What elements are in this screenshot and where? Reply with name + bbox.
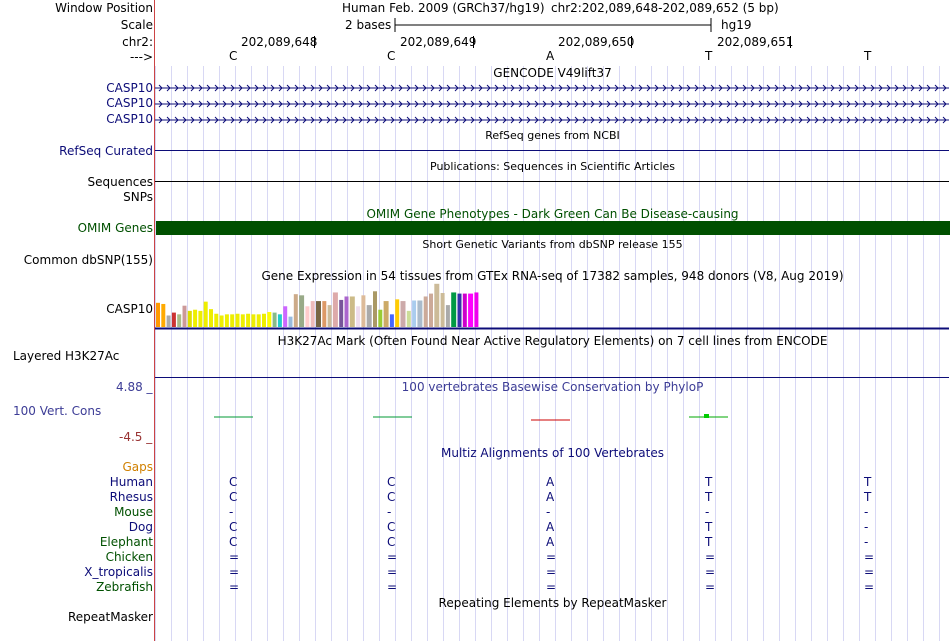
gtex-bar <box>278 314 282 327</box>
gtex-bar <box>395 299 399 327</box>
gtex-bar <box>230 314 234 327</box>
gtex-bar <box>161 304 165 327</box>
multiz-species-label[interactable]: Zebrafish <box>96 580 153 594</box>
omim-track-label[interactable]: OMIM Genes <box>77 221 153 235</box>
multiz-base: C <box>229 490 238 504</box>
multiz-species-label[interactable]: Rhesus <box>109 490 153 504</box>
refseq-track-title[interactable]: RefSeq genes from NCBI <box>485 129 620 142</box>
multiz-base: C <box>229 535 238 549</box>
gtex-bar <box>156 303 160 327</box>
multiz-species-label[interactable]: Mouse <box>114 505 153 519</box>
gtex-track-label[interactable]: CASP10 <box>106 302 153 316</box>
multiz-base: T <box>705 535 713 549</box>
scale-label: Scale <box>120 18 153 32</box>
gencode-item-label[interactable]: CASP10 <box>106 96 153 110</box>
gtex-bar <box>333 292 338 327</box>
base-letter: C <box>387 49 396 63</box>
gtex-bar <box>322 301 326 327</box>
gtex-bar <box>289 317 293 327</box>
gtex-bar <box>305 306 309 327</box>
h3k27ac-track-label[interactable]: Layered H3K27Ac <box>13 349 120 363</box>
position-readout[interactable]: chr2:202,089,648-202,089,652 (5 bp) <box>551 1 779 15</box>
gtex-bar <box>183 306 187 327</box>
gencode-track-title[interactable]: GENCODE V49lift37 <box>493 66 612 80</box>
multiz-base: T <box>864 475 872 489</box>
ruler-tick-label: 202,089,649 <box>400 35 477 49</box>
multiz-base: - <box>387 505 392 519</box>
gtex-bar <box>316 301 321 327</box>
multiz-base: C <box>229 520 238 534</box>
gtex-bar <box>407 311 411 327</box>
gtex-bar <box>361 295 365 327</box>
multiz-base: = <box>864 565 875 579</box>
strand-arrows <box>159 117 946 123</box>
gtex-bar <box>193 310 197 327</box>
multiz-base: - <box>864 505 869 519</box>
multiz-base: = <box>705 565 716 579</box>
multiz-base: = <box>546 550 557 564</box>
multiz-base: C <box>387 490 396 504</box>
gtex-bar <box>257 314 261 327</box>
repeatmasker-track-label[interactable]: RepeatMasker <box>67 610 153 624</box>
multiz-base: = <box>705 580 716 594</box>
gtex-bar <box>283 306 287 327</box>
gtex-bar <box>225 314 229 327</box>
multiz-base: = <box>546 580 557 594</box>
dbsnp-track-title[interactable]: Short Genetic Variants from dbSNP release 155 <box>422 238 683 251</box>
gtex-bar <box>424 296 428 327</box>
pubs-track-title[interactable]: Publications: Sequences in Scientific Articles <box>430 160 675 173</box>
refseq-track-label[interactable]: RefSeq Curated <box>59 144 153 158</box>
multiz-base: C <box>387 475 396 489</box>
gtex-bar <box>220 315 224 327</box>
omim-bar <box>156 221 950 235</box>
multiz-base: = <box>864 550 875 564</box>
pubs-track-label[interactable]: Sequences <box>87 175 153 189</box>
gtex-bar <box>311 301 315 327</box>
multiz-base: A <box>546 475 555 489</box>
multiz-base: T <box>864 490 872 504</box>
multiz-base: = <box>387 580 398 594</box>
gtex-bar <box>299 295 304 327</box>
multiz-base: = <box>229 565 240 579</box>
gtex-bar <box>378 310 382 327</box>
omim-track-title[interactable]: OMIM Gene Phenotypes - Dark Green Can Be Disease-causing <box>366 207 739 221</box>
cons-track-title[interactable]: 100 vertebrates Basewise Conservation by PhyloP <box>401 380 704 394</box>
gtex-bar <box>356 306 360 327</box>
gtex-bar <box>209 309 213 327</box>
gtex-bar <box>236 314 240 327</box>
multiz-base: T <box>705 490 713 504</box>
multiz-base: - <box>546 505 551 519</box>
multiz-base: = <box>546 565 557 579</box>
gtex-bar <box>412 301 416 327</box>
strand-arrows <box>159 101 946 107</box>
base-letter: T <box>705 49 713 63</box>
multiz-base: - <box>864 520 869 534</box>
repeatmasker-track-title[interactable]: Repeating Elements by RepeatMasker <box>438 596 667 610</box>
cons-min-label: -4.5 _ <box>119 430 153 444</box>
gtex-bar <box>267 312 271 327</box>
assembly-title: Human Feb. 2009 (GRCh37/hg19) <box>342 1 545 15</box>
dbsnp-track-label[interactable]: Common dbSNP(155) <box>23 253 153 267</box>
gtex-bar <box>384 301 389 327</box>
ruler-tick-label: 202,089,650 <box>558 35 635 49</box>
gtex-bar <box>367 305 372 327</box>
gtex-bar <box>401 301 406 327</box>
gtex-bar <box>241 314 245 327</box>
gtex-bar <box>198 311 202 327</box>
gtex-track-title[interactable]: Gene Expression in 54 tissues from GTEx RNA-seq of 17382 samples, 948 donors (V8, Aug 2019) <box>261 269 844 283</box>
gtex-bar <box>251 314 255 327</box>
scale-assembly: hg19 <box>721 18 752 32</box>
multiz-species-label[interactable]: X_tropicalis <box>84 565 153 579</box>
multiz-base: = <box>705 550 716 564</box>
gtex-bar <box>328 305 332 327</box>
gtex-bar <box>458 294 462 327</box>
gtex-bar <box>429 294 433 327</box>
window-position-label: Window Position <box>55 1 153 15</box>
gtex-bar <box>204 302 208 327</box>
gtex-bar <box>474 292 478 327</box>
multiz-base: - <box>229 505 234 519</box>
gtex-bar <box>188 311 192 327</box>
gtex-bar <box>434 284 439 327</box>
multiz-base: = <box>229 550 240 564</box>
multiz-base: A <box>546 535 555 549</box>
gtex-bar <box>214 314 218 327</box>
gtex-bar <box>294 294 298 327</box>
multiz-base: C <box>387 535 396 549</box>
gtex-bar <box>167 315 171 327</box>
multiz-base: C <box>229 475 238 489</box>
multiz-base: = <box>387 565 398 579</box>
gencode-item-label[interactable]: CASP10 <box>106 112 153 126</box>
cons-max-label: 4.88 _ <box>116 380 153 394</box>
multiz-base: T <box>705 520 713 534</box>
gtex-bar <box>273 313 277 327</box>
gencode-item-label[interactable]: CASP10 <box>106 81 153 95</box>
strand-arrows <box>159 85 946 91</box>
ruler-tick-label: 202,089,648 <box>241 35 318 49</box>
cons-peak <box>704 414 709 418</box>
multiz-base: A <box>546 490 555 504</box>
snps-track-label[interactable]: SNPs <box>123 190 153 204</box>
chrom-label: chr2: <box>122 35 153 49</box>
gtex-bar <box>441 293 445 327</box>
h3k27ac-track-title[interactable]: H3K27Ac Mark (Often Found Near Active Regulatory Elements) on 7 cell lines from ENCODE <box>277 334 828 348</box>
multiz-base: - <box>705 505 710 519</box>
multiz-species-label[interactable]: Gaps <box>122 460 153 474</box>
gtex-bar <box>417 301 422 327</box>
cons-track-label[interactable]: 100 Vert. Cons <box>13 404 102 418</box>
gtex-bar <box>446 305 450 327</box>
multiz-base: C <box>387 520 396 534</box>
multiz-base: = <box>387 550 398 564</box>
multiz-base: - <box>864 535 869 549</box>
multiz-base: A <box>546 520 555 534</box>
gtex-bar <box>390 314 394 327</box>
gtex-bar <box>262 314 266 327</box>
gtex-bar <box>339 300 343 327</box>
base-letter: T <box>864 49 872 63</box>
gtex-bar <box>246 314 250 327</box>
gtex-bar <box>451 292 456 327</box>
gtex-bar <box>463 294 467 327</box>
multiz-species-label[interactable]: Elephant <box>99 535 153 549</box>
scale-bar-text: 2 bases <box>345 18 392 32</box>
base-letter: C <box>229 49 238 63</box>
base-letter: A <box>546 49 555 63</box>
multiz-species-label[interactable]: Chicken <box>105 550 153 564</box>
multiz-track-title[interactable]: Multiz Alignments of 100 Vertebrates <box>440 446 665 460</box>
multiz-base: T <box>705 475 713 489</box>
gtex-bar <box>373 291 377 327</box>
gtex-bar <box>350 296 355 327</box>
gtex-bar <box>345 296 349 327</box>
multiz-base: = <box>864 580 875 594</box>
multiz-base: = <box>229 580 240 594</box>
multiz-species-label[interactable]: Dog <box>128 520 153 534</box>
multiz-species-label[interactable]: Human <box>109 475 153 489</box>
gtex-bar <box>177 314 181 327</box>
gtex-bar <box>172 313 176 327</box>
ruler-tick-label: 202,089,651 <box>717 35 794 49</box>
gtex-bar <box>468 294 473 327</box>
strand-label: ---> <box>129 50 153 64</box>
